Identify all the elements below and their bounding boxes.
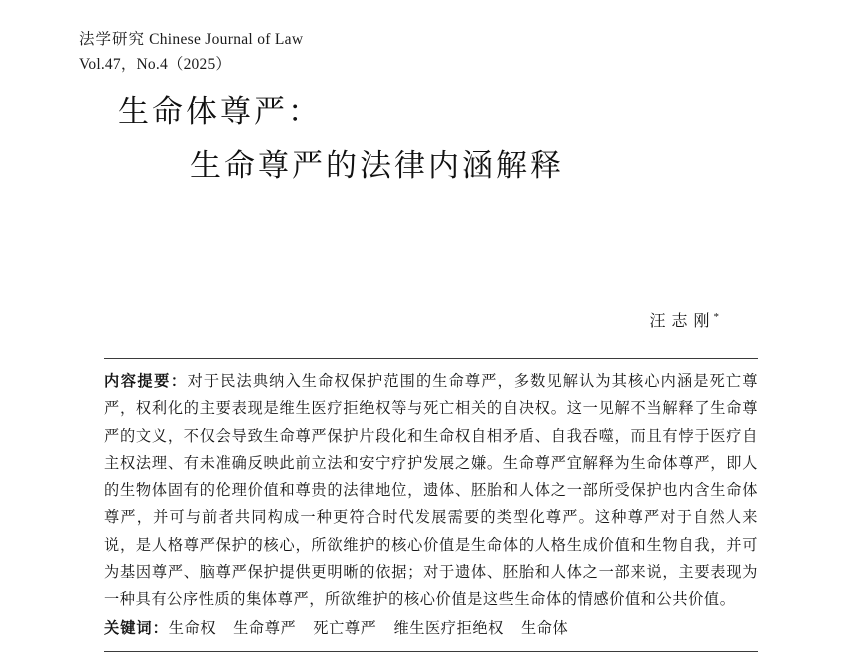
keyword-item: 生命体 xyxy=(520,620,569,637)
keywords-list xyxy=(169,620,586,637)
abstract-text: 对于民法典纳入生命权保护范围的生命尊严，多数见解认为其核心内涵是死亡尊严，权利化的主要表现是维生医疗拒绝权等与死亡相关的自决权。这一见解不当解释了生命尊严的文义，不仅会导致生命尊严保护片段化和生命权自相矛盾、自我吞噬，而且有悖于医疗自主权法理、有未准确反映此前立法和安宁疗护发展之嫌。生命尊严宜解释为生命体尊严，即人的生物体固有的伦理价值和尊贵的法律地位，遗体、胚胎和人体之一部所受保护也内含生命体尊严，并可与前者共同构成一种更符合时代发展需要的类型化尊严。这种尊严对于自然人来说，是人格尊严保护的核心，所欲维护的核心价值是生命体的人格生成价值和生物自我，并可为基因尊严、脑尊严保护提供更明晰的依据；对于遗体、胚胎和人体之一部来说，主要表现为一种具有公序性质的集体尊严，所欲维护的核心价值是这些生命体的情感价值和公共价值。 xyxy=(104,373,759,609)
author-block xyxy=(649,308,719,331)
keyword-item: 死亡尊严 xyxy=(313,620,377,637)
title-line-2: 生命尊严的法律内涵解释 xyxy=(190,148,564,183)
author-footnote-marker: * xyxy=(713,310,719,323)
journal-name-en: Chinese Journal of Law xyxy=(149,31,304,48)
divider-bottom xyxy=(104,651,758,652)
journal-volume-line: Vol.47，No.4（2025） xyxy=(79,56,232,73)
keyword-item: 生命权 xyxy=(168,620,217,637)
title-line-1: 生命体尊严： xyxy=(118,94,322,129)
keyword-item: 生命尊严 xyxy=(233,620,297,637)
journal-name-line xyxy=(79,27,679,52)
divider-top xyxy=(104,358,758,359)
journal-name-cn: 法学研究 xyxy=(79,31,146,48)
keywords-label: 关键词： xyxy=(104,620,169,637)
abstract-label: 内容提要： xyxy=(104,373,188,390)
author-name: 汪志刚 xyxy=(649,313,716,330)
keyword-item: 维生医疗拒绝权 xyxy=(393,620,504,637)
page-title xyxy=(0,90,861,188)
abstract-block xyxy=(104,368,758,614)
journal-header xyxy=(79,27,679,77)
abstract-paragraph xyxy=(104,368,758,614)
keywords-block xyxy=(104,615,758,642)
